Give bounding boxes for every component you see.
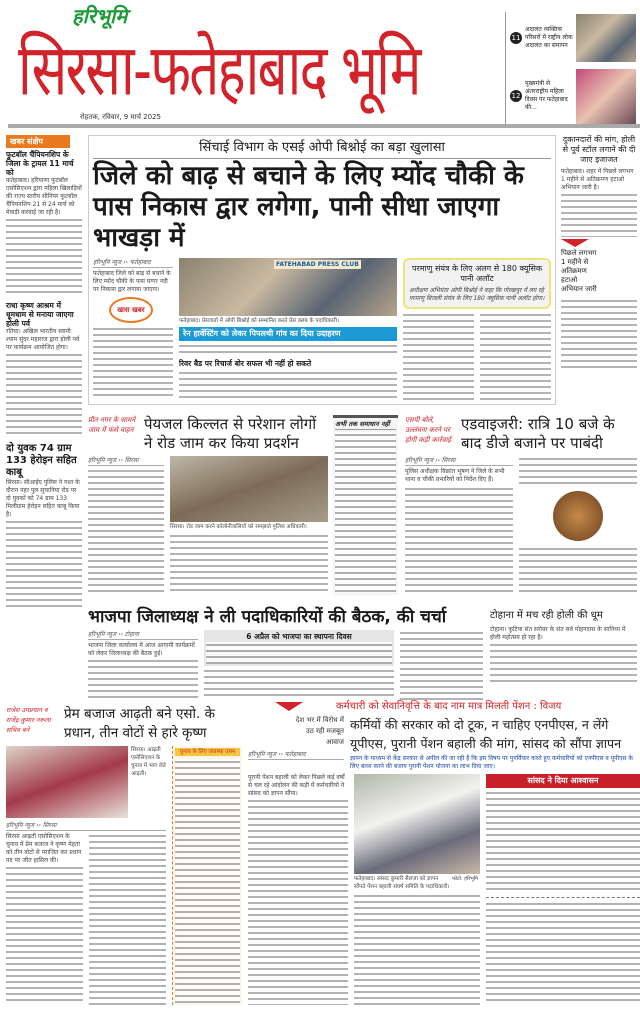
bjp-columns (88, 630, 483, 700)
bjp-col-2 (204, 630, 394, 700)
photo-caption: फतेहाबाद। सांसद कुमारी सैलजा को ज्ञापन सौंपते पेंशन बहाली संघर्ष समिति के पदाधिकारी। (354, 876, 450, 890)
page-number-badge: 11 (511, 34, 521, 42)
body-text (6, 352, 82, 437)
body-text (354, 893, 480, 1005)
bjp-col-1 (88, 630, 198, 700)
body-text (490, 642, 637, 682)
sidebox-text: अधीक्षण अभियंता ओपी बिश्नोई ने कहा कि गोरखपुर में लग रहे परमाणु बिजली संयंत्र के लिए 180 क्यूसिक पानी अलॉट होगा। (409, 287, 545, 302)
pension-lead: पुरानी पेंशन बहाली को लेकर पिछले कई वर्षों से चल रहे आंदोलन की कड़ी में कर्मचारियों ने सांसद को ज्ञापन सौंपा। (248, 774, 345, 797)
water-header (88, 415, 328, 453)
tohana-lead: टोहाना। कुटिया संत सरोवर के संत सर्व मोहनदास के सानिध्य में होली महोत्सव हो रहा है। (490, 626, 626, 641)
election-text-columns (6, 833, 166, 1005)
dj-header (405, 415, 637, 453)
tohana-story (490, 606, 637, 700)
water-col-1 (88, 456, 164, 595)
body-text (335, 432, 396, 593)
gavel-photo (551, 489, 605, 543)
brief-headline: राधा कृष्ण आश्रम में धूमधाम से मनाया जाएगा होली पर्व (6, 301, 74, 328)
lead-story (88, 135, 556, 405)
brief-headline: दो युवक 74 ग्राम 133 हेरोइन सहित काबू (6, 443, 77, 478)
chevron-down-icon (561, 239, 589, 247)
pension-head-col (350, 715, 640, 771)
brief-text: रतिया। अखिल भारतीय स्वामी श्याम सुंदर महाराज द्वारा होली पर्व पर कार्यक्रम आयोजित होगा। (6, 328, 80, 351)
body-text (206, 642, 392, 664)
box-title: चुनाव के लिए व्यवस्था उत्तम (175, 748, 240, 756)
info-box (204, 630, 394, 666)
body-text (88, 468, 164, 595)
body-text (405, 486, 513, 595)
body-text (93, 326, 173, 400)
election-photo (6, 746, 128, 818)
pension-columns (248, 774, 640, 1005)
teaser-text: अदालत व्यक्तिक परिसरों में राष्ट्रीय लोक अदालत का समापन (525, 26, 573, 49)
pension-story (248, 700, 640, 1005)
kicker: प्रीत नगर के सामने जाम में फंसे वाहन (88, 416, 136, 434)
lead-kicker: सिंचाई विभाग के एसई ओपी बिश्नोई का बड़ा खुलासा (93, 140, 551, 159)
body-text (179, 370, 397, 400)
pension-red-kicker: कर्मचारी को सेवानिवृत्ति के बाद नाम मात्र मिलती पेंशन : विजय (336, 701, 562, 712)
body-text (486, 901, 640, 1005)
dj-col-2 (519, 456, 637, 595)
box-title: अभी तक समाधान नहीं (335, 420, 396, 430)
sidebox (403, 258, 551, 309)
body-text (89, 833, 166, 1005)
lead-headline: जिले को बाढ़ से बचाने के लिए म्योंद चौकी के पास निकास द्वार लगेगा, पानी सीधा जाएगा भाखड़ा में (93, 161, 524, 253)
body-text (6, 519, 82, 609)
photo-caption: सिरसा। आढ़ती एसोसिएशन के चुनाव में भाग लेते आढ़ती। (131, 747, 166, 777)
body-text (486, 790, 640, 894)
chevron-wrap (248, 702, 330, 711)
press-club-banner: FATEHABAD PRESS CLUB (276, 261, 359, 268)
exclusive-badge: खास खबर (109, 297, 153, 323)
pension-col-2 (354, 774, 480, 1005)
right-lead: फतेहाबाद। शहर में पिछले लगभग 1 महीने से अतिक्रमण हटाओ अभियान जारी है। (561, 168, 634, 191)
tohana-headline: टोहाना में मच रही होली की धूम (490, 610, 603, 621)
body-text (6, 217, 82, 297)
teaser-item[interactable] (510, 67, 640, 125)
body-text (88, 658, 198, 700)
election-lead: सिरसा आढ़ती एसोसिएशन के चुनाव में प्रेम बजाज ने कृष्ण मेहता को तीन वोटों से पराजित कर प्रधान पद पर जीत हासिल की। (6, 833, 82, 864)
body-text (519, 456, 637, 486)
subhead: रिवर बैड पर रिचार्ज बोर सफल भी नहीं हो सकते (179, 359, 312, 368)
body-text (561, 192, 637, 237)
teaser-text: मुख्यमंत्री से अंतरराष्ट्रीय महिला दिवस पर फतेहाबाद की... (525, 80, 568, 111)
election-columns (6, 746, 242, 1005)
election-headline: प्रेम बजाज आढ़ती बने एसो. के प्रधान, तीन वोटों से हारे कृष्ण (64, 706, 215, 741)
body-text (6, 865, 83, 1005)
lead-col-3 (403, 258, 551, 400)
body-text (519, 546, 637, 595)
teaser-photo (576, 69, 636, 124)
election-col-1 (6, 833, 83, 1005)
masthead-rule (8, 124, 640, 128)
brief-headline: फुटबॉल चैंपियनशिप के जिला के ट्रायल 11 मार्च को (6, 150, 74, 177)
info-box (172, 746, 242, 1005)
news-briefs-column (6, 135, 82, 695)
byline: हरिभूमि न्यूज ›› फतेहाबाद (93, 258, 173, 268)
body-text (179, 343, 397, 357)
pension-top (248, 700, 640, 713)
bjp-headline: भाजपा जिलाध्यक्ष ने ली पदाधिकारियों की बैठक, की चर्चा (88, 607, 447, 627)
teaser-list (505, 12, 640, 125)
kicker: एसपी बोले, उल्लंघना करने पर होगी कड़ी कार्रवाई (405, 416, 451, 444)
dateline: रोहतक, रविवार, 9 मार्च 2025 (80, 113, 161, 121)
blue-banner: रेन हार्वेस्टिंग को लेकर पिपलथी गांव का दिया उदाहरण (179, 327, 397, 341)
memorandum-photo (354, 774, 480, 874)
sidebox-below (403, 312, 551, 400)
sidebox-headline: परमाणु संयंत्र के लिए अलग से 180 क्यूसिक पानी अलॉट (411, 264, 543, 283)
brief-text: सिरसा। सीआईए पुलिस ने गश्त के दौरान नहर पुल सुचानिया रोड पर दो युवकों को 74 ग्राम 133 मिलीग्राम हेरोइन सहित काबू किया है। (6, 479, 80, 518)
brand-logo: हरिभूमि (72, 4, 128, 28)
byline: हरिभूमि न्यूज ›› फतेहाबाद (248, 750, 344, 760)
pension-col-1 (248, 774, 348, 1005)
lead-col-1 (93, 258, 173, 400)
red-banner: सांसद ने दिया आश्वासन (486, 774, 640, 788)
byline: हरिभूमि न्यूज ›› टोहाना (88, 630, 198, 640)
election-header (6, 705, 242, 743)
byline: हरिभूमि न्यूज ›› सिरसा (405, 456, 513, 466)
election-main (6, 746, 166, 1005)
water-col-2 (170, 456, 328, 595)
lead-photo (179, 258, 397, 316)
protest-photo (170, 456, 328, 522)
dj-lead: पुलिस अधीक्षक विक्रांत भूषण ने जिले के सभी थाना व चौकी प्रभारियों को निर्देश दिए हैं। (405, 468, 505, 483)
page-number-badge: 12 (511, 92, 521, 100)
divider (486, 897, 640, 898)
pension-headline: कर्मियों की सरकार को दो टूक, न चाहिए एनपीएस, न लेंगे यूपीएस, पुरानी पेंशन बहाली की मांग, सांसद को सौंपा ज्ञापन (350, 717, 622, 751)
teaser-photo (576, 14, 636, 62)
election-story (6, 705, 242, 1005)
lead-text: फतेहाबाद जिले को बाढ़ से बचाने के लिए म्योंद चौकी के पास घग्गर नदी पर निकास द्वार लगाया जाएगा। (93, 270, 171, 293)
election-photo-row (6, 746, 166, 818)
body-text (403, 312, 474, 400)
water-story (88, 415, 328, 595)
right-column-story (561, 135, 637, 405)
water-headline: पेयजल किल्लत से परेशान लोगों ने रोड जाम कर किया प्रदर्शन (144, 415, 317, 452)
kicker: राजेश उपप्रधान व राजेंद्र कुमार नरूला सचिव बने (6, 706, 51, 734)
kicker: देश भर में विरोध में उठ रही मजबूत आवाज (295, 716, 344, 746)
brief-text: फतेहाबाद। हरियाणा फुटबॉल एसोसिएशन द्वारा महिला खिलाड़ियों की राज्य स्तरीय सीनियर फुटबॉल चैंपियनशिप 21 से 24 मार्च को मेवाड़ी करवाई जा रही है। (6, 177, 82, 216)
dj-headline: एडवाइजरी: रात्रि 10 बजे के बाद डीजे बजाने पर पाबंदी (461, 415, 615, 452)
chevron-down-icon (275, 702, 303, 711)
lead-columns (93, 258, 551, 400)
byline: हरिभूमि न्यूज ›› सिरसा (6, 821, 166, 831)
body-text (561, 298, 637, 368)
paper-title: सिरसा-फतेहाबाद भूमि (18, 27, 420, 112)
byline: हरिभूमि न्यूज ›› सिरसा (88, 456, 164, 466)
body-text (170, 533, 328, 595)
body-text (400, 630, 483, 700)
dj-col-1 (405, 456, 513, 595)
masthead (0, 0, 640, 124)
teaser-item[interactable] (510, 12, 640, 64)
water-columns (88, 456, 328, 595)
box-title: 6 अप्रैल को भाजपा का स्थापना दिवस (246, 632, 352, 641)
body-text (175, 759, 240, 1003)
pull-quote: पिछले लगभग 1 महीने से अतिक्रमण हटाओ अभियान जारी (561, 249, 597, 293)
right-headline: दुकानदारों की मांग, होली से पूर्व स्टॉल लगाने की दी जाए इजाजत (562, 135, 636, 164)
body-text (248, 798, 348, 1005)
photo-caption: सिरसा। रोड जाम करने कॉलोनीवासियों को समझाते पुलिस अधिकारी। (170, 524, 307, 530)
caption-row (354, 875, 480, 891)
info-box (333, 415, 398, 595)
photo-credit: फोटो: हरिभूमि (452, 876, 479, 882)
pension-kicker-col (248, 715, 344, 771)
bjp-story (88, 606, 483, 700)
pension-header (248, 715, 640, 771)
dj-columns (405, 456, 637, 595)
dj-advisory-story (405, 415, 637, 595)
pension-col-3 (486, 774, 640, 1005)
pension-deck: ज्ञापन के माध्यम से केंद्र सरकार से अपील की जा रही है कि इस विषय पर पुनर्विचार करते हुए कर्मचारियों को एनपीएस व यूपीएस के लिए बाध्य करने की बजाय पुरानी पेंशन योजना का लाभ दिया जाए। (350, 755, 633, 770)
section-tab: खबर संक्षेप (6, 135, 70, 148)
body-text (204, 668, 394, 700)
photo-caption: फतेहाबाद। प्रेसवार्ता में ओपी बिश्नोई को सम्मानित करते प्रेस क्लब के पदाधिकारी। (179, 318, 340, 324)
lead-col-2 (179, 258, 397, 400)
body-text (480, 312, 551, 400)
bjp-lead: भाजपा जिला कार्यालय में आज आगामी कार्यक्रमों को लेकर जिलाध्यक्ष की बैठक हुई। (88, 642, 195, 657)
